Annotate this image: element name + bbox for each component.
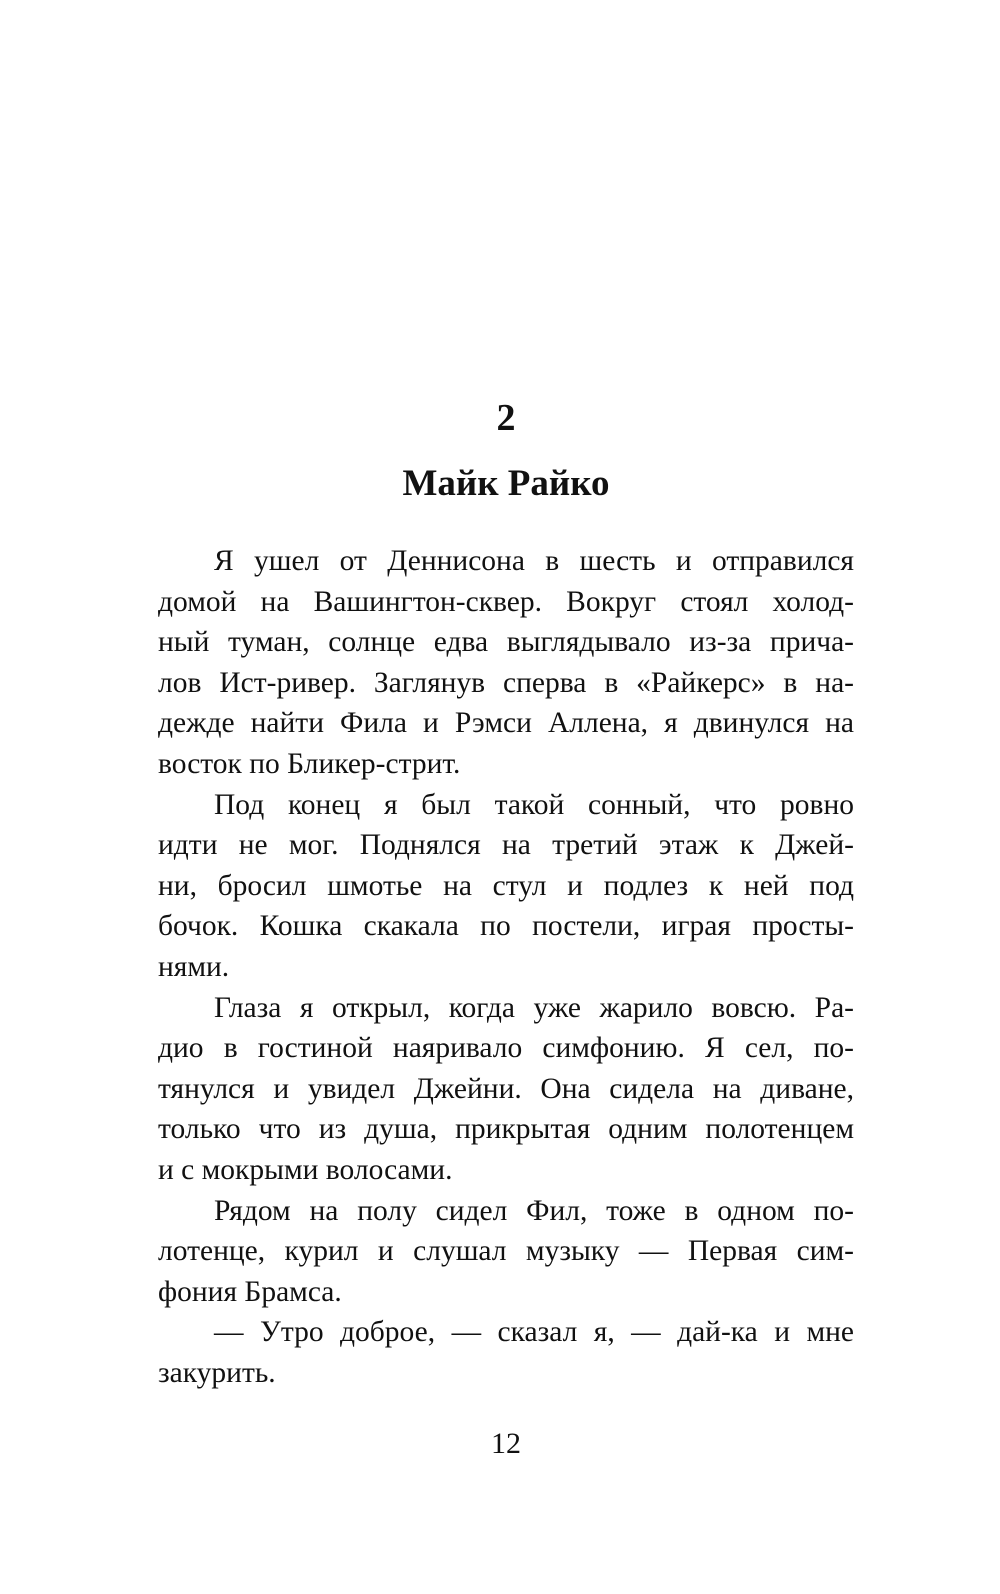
text-line: фония Брамса. <box>158 1275 342 1308</box>
text-line: Глаза я открыл, когда уже жарило вовсю. Ра- <box>214 991 854 1024</box>
text-line: закурить. <box>158 1356 276 1389</box>
text-line: ный туман, солнце едва выглядывало из-за прича- <box>158 626 854 659</box>
text-line: идти не мог. Поднялся на третий этаж к Джей- <box>158 829 854 862</box>
text-line: лов Ист-ривер. Заглянув сперва в «Райкерс» в на- <box>158 666 854 699</box>
page-number: 12 <box>491 1427 521 1460</box>
text-line: только что из душа, прикрытая одним полотенцем <box>158 1113 854 1146</box>
text-line: и с мокрыми волосами. <box>158 1153 453 1186</box>
text-line: дио в гостиной наяривало симфонию. Я сел, по- <box>158 1032 854 1065</box>
chapter-number: 2 <box>496 397 516 439</box>
text-line: лотенце, курил и слушал музыку — Первая сим- <box>158 1235 854 1268</box>
text-line: нями. <box>158 950 230 983</box>
body-text <box>158 541 854 1393</box>
text-line: домой на Вашингтон-сквер. Вокруг стоял холод- <box>158 585 854 618</box>
text-line: тянулся и увидел Джейни. Она сидела на диване, <box>158 1072 854 1105</box>
text-line: дежде найти Фила и Рэмси Аллена, я двинулся на <box>158 707 854 740</box>
text-line: Рядом на полу сидел Фил, тоже в одном по- <box>214 1194 854 1227</box>
chapter-title: Майк Райко <box>402 463 610 504</box>
text-line: Под конец я был такой сонный, что ровно <box>214 788 854 821</box>
text-line: Я ушел от Деннисона в шесть и отправился <box>214 545 854 577</box>
text-line: восток по Бликер-стрит. <box>158 747 461 780</box>
text-line: — Утро доброе, — сказал я, — дай-ка и мне <box>214 1316 854 1349</box>
text-line: бочок. Кошка скакала по постели, играя просты- <box>158 910 854 943</box>
text-line: ни, бросил шмотье на стул и подлез к ней под <box>158 869 854 902</box>
